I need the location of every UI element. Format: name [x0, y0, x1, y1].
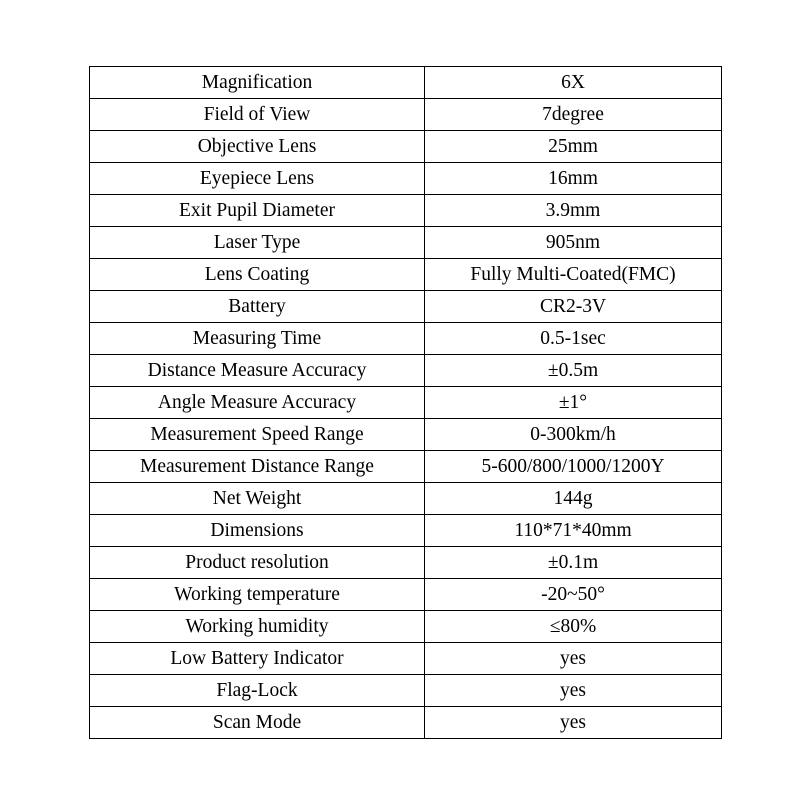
spec-value: 6X — [425, 67, 722, 99]
spec-label: Measurement Speed Range — [90, 419, 425, 451]
table-row — [90, 643, 722, 675]
spec-label: Field of View — [90, 99, 425, 131]
spec-label: Low Battery Indicator — [90, 643, 425, 675]
spec-value: yes — [425, 643, 722, 675]
spec-label: Distance Measure Accuracy — [90, 355, 425, 387]
spec-label: Exit Pupil Diameter — [90, 195, 425, 227]
table-row — [90, 515, 722, 547]
spec-value: 7degree — [425, 99, 722, 131]
spec-value: ≤80% — [425, 611, 722, 643]
spec-value: Fully Multi-Coated(FMC) — [425, 259, 722, 291]
spec-label: Working temperature — [90, 579, 425, 611]
spec-value: 16mm — [425, 163, 722, 195]
table-row — [90, 355, 722, 387]
spec-label: Scan Mode — [90, 707, 425, 739]
spec-value: yes — [425, 707, 722, 739]
spec-label: Product resolution — [90, 547, 425, 579]
spec-label: Net Weight — [90, 483, 425, 515]
spec-label: Angle Measure Accuracy — [90, 387, 425, 419]
spec-value: 0-300km/h — [425, 419, 722, 451]
table-row — [90, 227, 722, 259]
spec-label: Working humidity — [90, 611, 425, 643]
table-row — [90, 707, 722, 739]
spec-label: Flag-Lock — [90, 675, 425, 707]
spec-value: 110*71*40mm — [425, 515, 722, 547]
table-row — [90, 547, 722, 579]
spec-value: CR2-3V — [425, 291, 722, 323]
spec-label: Eyepiece Lens — [90, 163, 425, 195]
table-row — [90, 131, 722, 163]
spec-label: Dimensions — [90, 515, 425, 547]
table-row — [90, 611, 722, 643]
spec-value: 905nm — [425, 227, 722, 259]
spec-label: Measuring Time — [90, 323, 425, 355]
table-row — [90, 387, 722, 419]
specification-table-body — [90, 67, 722, 739]
spec-label: Lens Coating — [90, 259, 425, 291]
specification-table-container — [89, 66, 711, 739]
spec-label: Laser Type — [90, 227, 425, 259]
spec-label: Measurement Distance Range — [90, 451, 425, 483]
spec-value: 5-600/800/1000/1200Y — [425, 451, 722, 483]
spec-value: ±0.5m — [425, 355, 722, 387]
spec-value: ±0.1m — [425, 547, 722, 579]
spec-value: 3.9mm — [425, 195, 722, 227]
table-row — [90, 323, 722, 355]
table-row — [90, 259, 722, 291]
table-row — [90, 99, 722, 131]
table-row — [90, 451, 722, 483]
spec-label: Objective Lens — [90, 131, 425, 163]
table-row — [90, 163, 722, 195]
table-row — [90, 483, 722, 515]
spec-label: Magnification — [90, 67, 425, 99]
spec-label: Battery — [90, 291, 425, 323]
table-row — [90, 67, 722, 99]
spec-value: -20~50° — [425, 579, 722, 611]
table-row — [90, 675, 722, 707]
spec-value: 144g — [425, 483, 722, 515]
spec-value: 25mm — [425, 131, 722, 163]
table-row — [90, 195, 722, 227]
spec-value: 0.5-1sec — [425, 323, 722, 355]
specification-table — [89, 66, 722, 739]
spec-value: ±1° — [425, 387, 722, 419]
spec-value: yes — [425, 675, 722, 707]
table-row — [90, 291, 722, 323]
table-row — [90, 419, 722, 451]
table-row — [90, 579, 722, 611]
